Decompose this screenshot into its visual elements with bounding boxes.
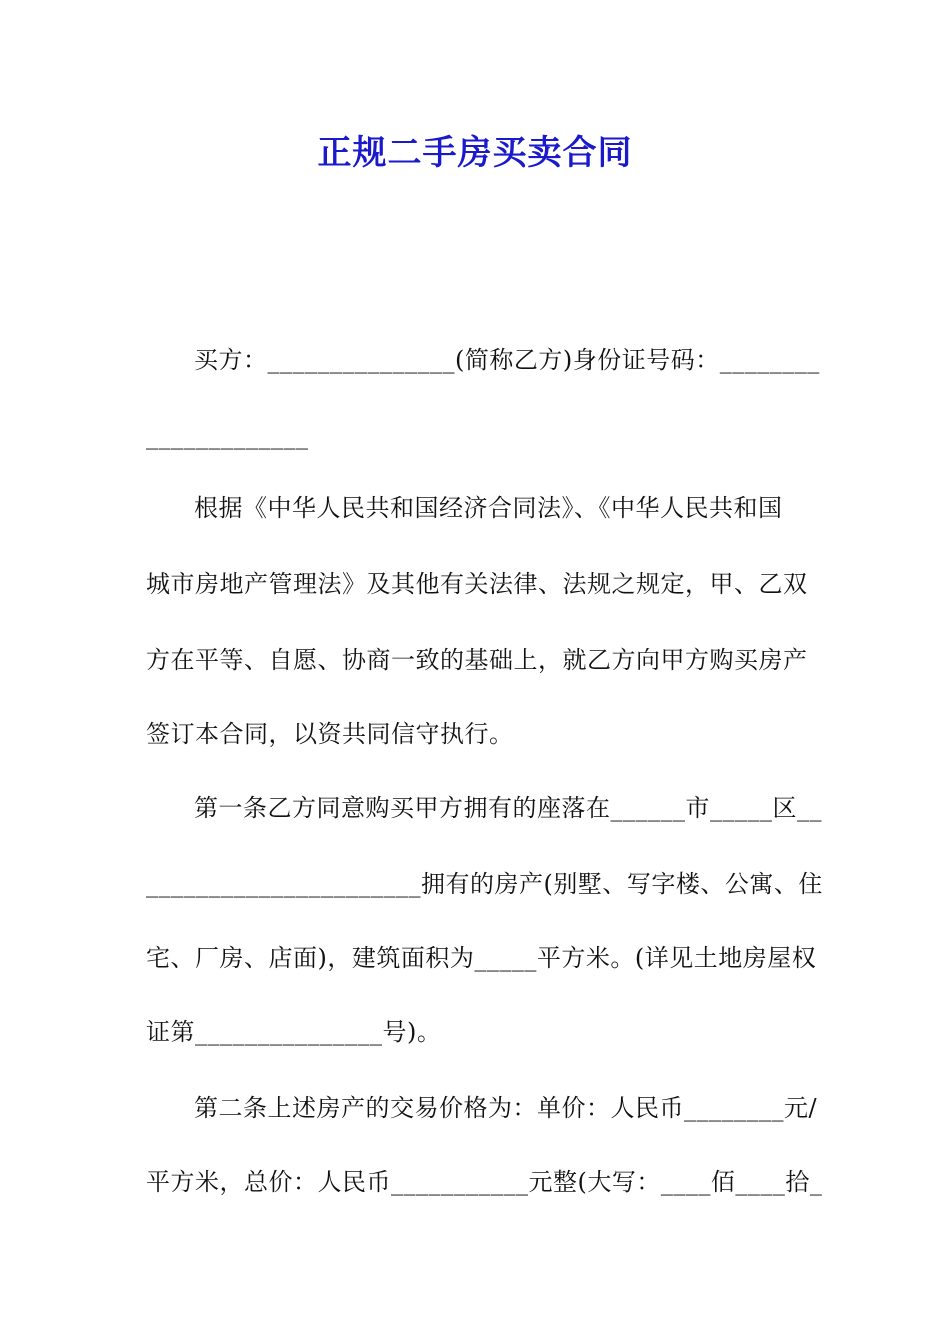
preamble-line-2: 城市房地产管理法》及其他有关法律、法规之规定，甲、乙双 bbox=[146, 570, 808, 598]
article-2-line-1: 第二条上述房产的交易价格为：单价：人民币________元/ bbox=[194, 1094, 818, 1122]
article-1-line-2: ______________________拥有的房产(别墅、写字楼、公寓、住 bbox=[146, 870, 823, 898]
preamble-line-3: 方在平等、自愿、协商一致的基础上，就乙方向甲方购买房产 bbox=[146, 646, 808, 674]
preamble-line-4: 签订本合同，以资共同信守执行。 bbox=[146, 720, 514, 748]
buyer-line: 买方：_______________(简称乙方)身份证号码：________ bbox=[194, 346, 820, 374]
article-2-line-2: 平方米，总价：人民币___________元整(大写：____佰____拾_ bbox=[146, 1168, 823, 1196]
article-1-line-3: 宅、厂房、店面)，建筑面积为_____平方米。(详见土地房屋权 bbox=[146, 944, 817, 972]
preamble-line-1: 根据《中华人民共和国经济合同法》、《中华人民共和国 bbox=[194, 494, 783, 522]
article-1-line-4: 证第_______________号)。 bbox=[146, 1018, 442, 1046]
document-title: 正规二手房买卖合同 bbox=[317, 133, 633, 173]
buyer-id-continuation: _____________ bbox=[146, 422, 309, 450]
article-1-line-1: 第一条乙方同意购买甲方拥有的座落在______市_____区__ bbox=[194, 794, 822, 822]
